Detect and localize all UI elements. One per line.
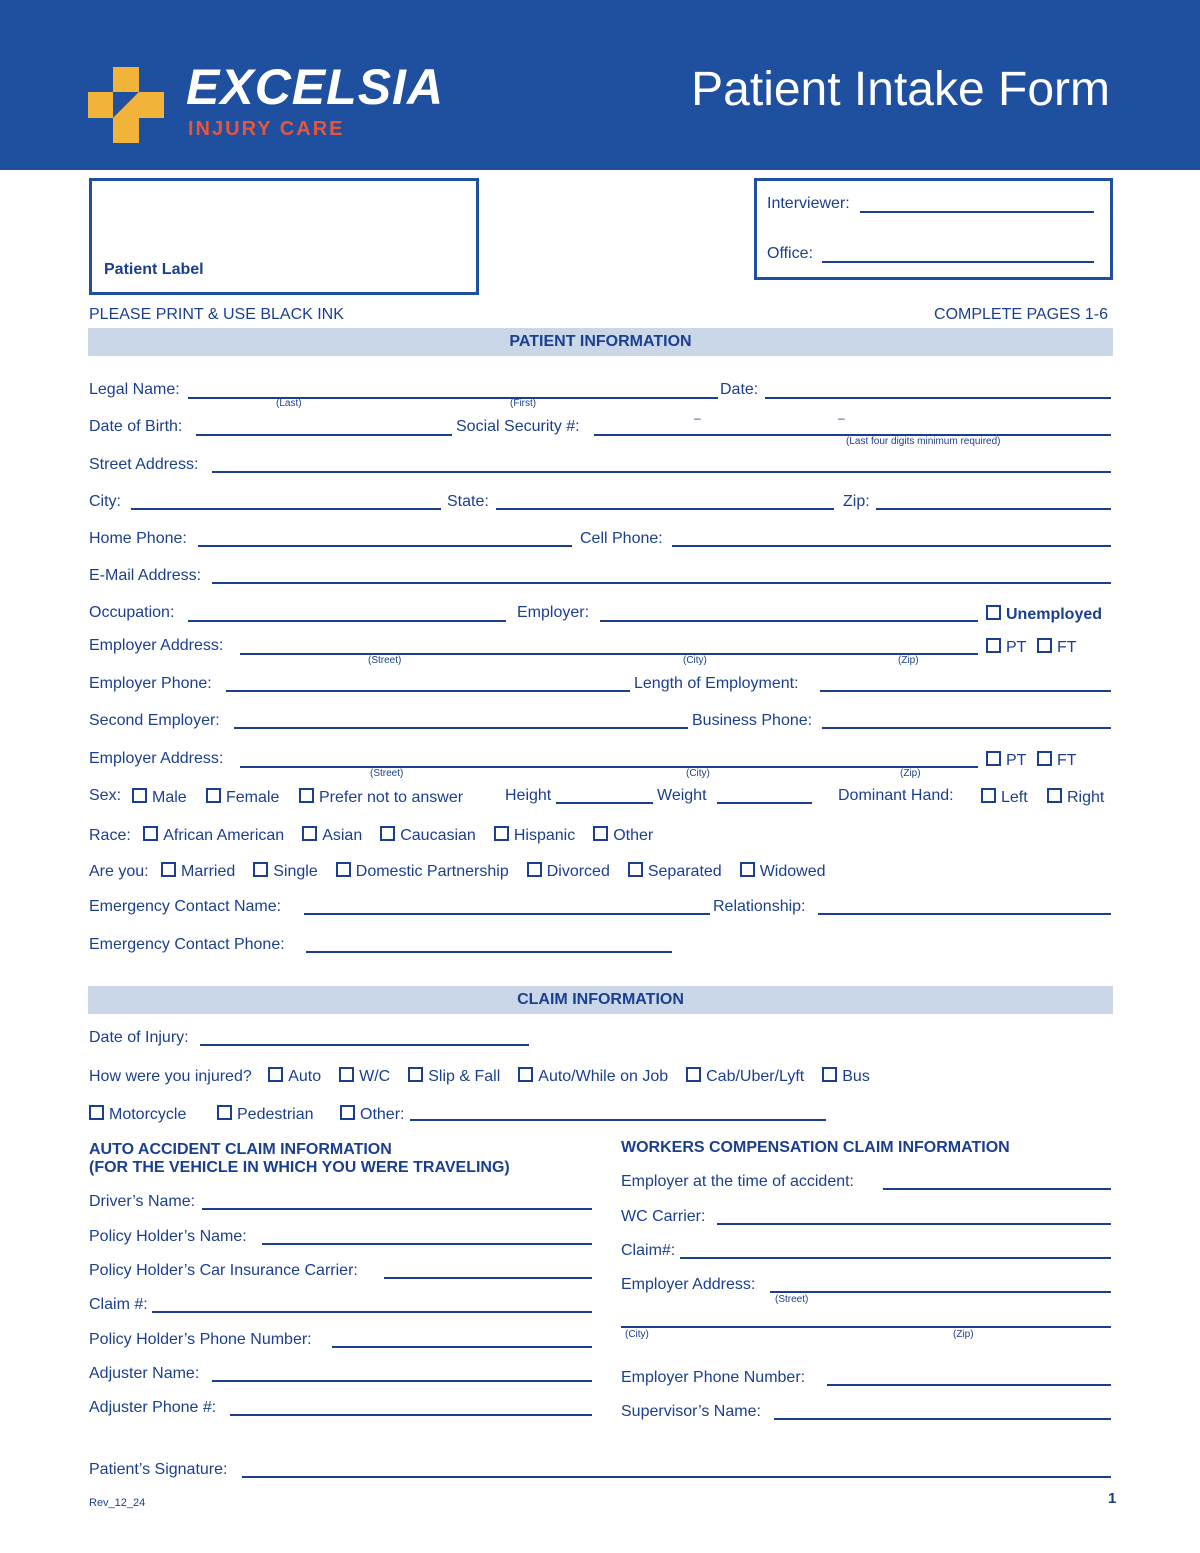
race-option-label: Asian <box>322 827 363 844</box>
wc-employer-address-field[interactable] <box>770 1291 1111 1293</box>
status-option[interactable] <box>336 863 509 880</box>
insurance-carrier-label: Policy Holder’s Car Insurance Carrier: <box>89 1262 358 1279</box>
checkbox-icon <box>981 788 996 803</box>
checkbox-icon <box>986 605 1001 620</box>
zip-hint: (Zip) <box>898 655 919 666</box>
street-address-field[interactable] <box>212 471 1111 473</box>
interviewer-label: Interviewer: <box>767 195 850 212</box>
checkbox-icon <box>268 1067 283 1082</box>
prefer-not-checkbox[interactable] <box>299 788 463 806</box>
city-hint: (City) <box>683 655 707 666</box>
wc-claim-field[interactable] <box>680 1257 1111 1259</box>
date-label: Date: <box>720 381 759 398</box>
unemployed-checkbox[interactable] <box>986 605 1102 623</box>
checkbox-icon <box>986 638 1001 653</box>
zip-hint-2: (Zip) <box>900 768 921 779</box>
injury-option[interactable] <box>408 1068 500 1085</box>
injury-option-label: Auto <box>288 1068 322 1085</box>
race-option[interactable] <box>494 827 575 844</box>
business-phone-label: Business Phone: <box>692 712 813 729</box>
ft-checkbox[interactable] <box>1037 638 1077 656</box>
other-checkbox[interactable] <box>340 1105 404 1123</box>
motorcycle-checkbox[interactable] <box>89 1105 186 1123</box>
patient-label-text: Patient Label <box>104 261 204 278</box>
date-of-injury-field[interactable] <box>200 1044 529 1046</box>
claim-number-label: Claim #: <box>89 1296 148 1313</box>
status-option-label: Separated <box>647 863 722 880</box>
checkbox-icon <box>1047 788 1062 803</box>
interviewer-box <box>754 178 1113 280</box>
home-phone-label: Home Phone: <box>89 530 187 547</box>
height-label: Height <box>505 787 552 804</box>
checkbox-icon <box>143 826 158 841</box>
injury-option[interactable] <box>822 1068 870 1085</box>
employer-address-field[interactable] <box>240 653 978 655</box>
status-option-label: Domestic Partnership <box>355 863 509 880</box>
occupation-field[interactable] <box>188 620 506 622</box>
insurance-carrier-field[interactable] <box>384 1277 592 1279</box>
brand-subtitle: INJURY CARE <box>188 118 345 140</box>
office-field[interactable] <box>822 261 1094 263</box>
injury-option-label: W/C <box>359 1068 391 1085</box>
right-hand-label: Right <box>1067 789 1105 806</box>
patient-information-heading: PATIENT INFORMATION <box>88 328 1113 356</box>
injury-option[interactable] <box>518 1068 668 1085</box>
adjuster-phone-label: Adjuster Phone #: <box>89 1399 217 1416</box>
ssn-hint: (Last four digits minimum required) <box>846 436 1001 447</box>
status-option[interactable] <box>740 863 826 880</box>
occupation-label: Occupation: <box>89 604 175 621</box>
checkbox-icon <box>217 1105 232 1120</box>
injury-option[interactable] <box>268 1068 321 1085</box>
brand-name: EXCELSIA <box>186 59 445 115</box>
injury-option-label: Bus <box>842 1068 870 1085</box>
zip-field[interactable] <box>876 508 1111 510</box>
legal-name-field[interactable] <box>188 397 718 399</box>
date-field[interactable] <box>765 397 1111 399</box>
sex-label: Sex: <box>89 787 122 804</box>
adjuster-name-field[interactable] <box>212 1380 592 1382</box>
employer-address-2-field[interactable] <box>240 766 978 768</box>
relationship-field[interactable] <box>818 913 1111 915</box>
revision-note: Rev_12_24 <box>89 1497 146 1509</box>
checkbox-icon <box>986 751 1001 766</box>
employer-at-time-label: Employer at the time of accident: <box>621 1173 854 1190</box>
employer-phone-field[interactable] <box>226 690 630 692</box>
checkbox-icon <box>380 826 395 841</box>
weight-field[interactable] <box>717 802 812 804</box>
checkbox-icon <box>336 862 351 877</box>
cell-phone-field[interactable] <box>672 545 1111 547</box>
checkbox-icon <box>686 1067 701 1082</box>
ft-label-2: FT <box>1057 752 1077 769</box>
wc-claim-heading: WORKERS COMPENSATION CLAIM INFORMATION <box>621 1139 1010 1156</box>
status-option-label: Married <box>181 863 236 880</box>
race-option-label: Caucasian <box>400 827 476 844</box>
checkbox-icon <box>161 862 176 877</box>
race-option[interactable] <box>302 827 362 844</box>
employer-phone-label: Employer Phone: <box>89 675 212 692</box>
motorcycle-label: Motorcycle <box>109 1106 187 1123</box>
pedestrian-label: Pedestrian <box>237 1106 314 1123</box>
emergency-phone-field[interactable] <box>306 951 672 953</box>
employer-field[interactable] <box>600 620 978 622</box>
claim-information-heading: CLAIM INFORMATION <box>88 986 1113 1014</box>
checkbox-icon <box>628 862 643 877</box>
print-note: PLEASE PRINT & USE BLACK INK <box>89 306 344 323</box>
excelsia-cross-logo-icon <box>86 65 166 145</box>
street-hint: (Street) <box>368 655 402 666</box>
pt-label-2: PT <box>1006 752 1027 769</box>
business-phone-field[interactable] <box>822 727 1111 729</box>
drivers-name-label: Driver’s Name: <box>89 1193 196 1210</box>
status-option-label: Widowed <box>759 863 826 880</box>
female-checkbox[interactable] <box>206 788 279 806</box>
state-field[interactable] <box>496 508 834 510</box>
race-option-label: African American <box>163 827 285 844</box>
ssn-dash-2: – <box>838 411 845 425</box>
race-option[interactable] <box>143 827 284 844</box>
wc-city-zip-field[interactable] <box>621 1326 1111 1328</box>
length-employment-field[interactable] <box>820 690 1111 692</box>
male-checkbox[interactable] <box>132 788 187 806</box>
employer-address-2-label: Employer Address: <box>89 750 224 767</box>
city-label: City: <box>89 493 121 510</box>
checkbox-icon <box>518 1067 533 1082</box>
supervisor-name-label: Supervisor’s Name: <box>621 1403 761 1420</box>
zip-label: Zip: <box>843 493 870 510</box>
city-hint-2: (City) <box>686 768 710 779</box>
checkbox-icon <box>1037 638 1052 653</box>
injury-option-label: Auto/While on Job <box>538 1068 669 1085</box>
checkbox-icon <box>302 826 317 841</box>
checkbox-icon <box>89 1105 104 1120</box>
race-option[interactable] <box>593 827 653 844</box>
signature-label: Patient’s Signature: <box>89 1461 228 1478</box>
injury-option[interactable] <box>686 1068 804 1085</box>
right-hand-checkbox[interactable] <box>1047 788 1104 806</box>
checkbox-icon <box>593 826 608 841</box>
policy-holder-name-field[interactable] <box>262 1243 592 1245</box>
relationship-label: Relationship: <box>713 898 806 915</box>
checkbox-icon <box>206 788 221 803</box>
employer-at-time-field[interactable] <box>883 1188 1111 1190</box>
other-field[interactable] <box>410 1119 826 1121</box>
supervisor-name-field[interactable] <box>774 1418 1111 1420</box>
wc-employer-address-label: Employer Address: <box>621 1276 756 1293</box>
ssn-label: Social Security #: <box>456 418 580 435</box>
status-option[interactable] <box>628 863 722 880</box>
wc-employer-phone-label: Employer Phone Number: <box>621 1369 806 1386</box>
adjuster-name-label: Adjuster Name: <box>89 1365 200 1382</box>
drivers-name-field[interactable] <box>202 1208 592 1210</box>
checkbox-icon <box>132 788 147 803</box>
email-label: E-Mail Address: <box>89 567 202 584</box>
other-label: Other: <box>360 1106 405 1123</box>
emergency-phone-label: Emergency Contact Phone: <box>89 936 285 953</box>
wc-street-hint: (Street) <box>775 1294 809 1305</box>
wc-zip-hint: (Zip) <box>953 1329 974 1340</box>
emergency-name-label: Emergency Contact Name: <box>89 898 282 915</box>
status-option[interactable] <box>527 863 610 880</box>
checkbox-icon <box>740 862 755 877</box>
checkbox-icon <box>1037 751 1052 766</box>
email-field[interactable] <box>212 582 1111 584</box>
dob-label: Date of Birth: <box>89 418 183 435</box>
status-option-label: Divorced <box>546 863 610 880</box>
pedestrian-checkbox[interactable] <box>217 1105 314 1123</box>
policy-holder-phone-field[interactable] <box>332 1346 592 1348</box>
employer-label: Employer: <box>517 604 590 621</box>
interviewer-field[interactable] <box>860 211 1094 213</box>
race-row <box>89 826 671 844</box>
pages-note: COMPLETE PAGES 1-6 <box>934 306 1108 323</box>
pt-checkbox-2[interactable] <box>986 751 1026 769</box>
auto-claim-heading: AUTO ACCIDENT CLAIM INFORMATION <box>89 1141 392 1158</box>
wc-claim-label: Claim#: <box>621 1242 676 1259</box>
wc-city-hint: (City) <box>625 1329 649 1340</box>
ssn-dash-1: – <box>694 411 701 425</box>
injury-option-label: Cab/Uber/Lyft <box>706 1068 805 1085</box>
injury-option[interactable] <box>339 1068 390 1085</box>
checkbox-icon <box>339 1067 354 1082</box>
checkbox-icon <box>527 862 542 877</box>
office-label: Office: <box>767 245 813 262</box>
race-label: Race: <box>89 827 131 844</box>
wc-carrier-label: WC Carrier: <box>621 1208 706 1225</box>
checkbox-icon <box>408 1067 423 1082</box>
prefer-not-label: Prefer not to answer <box>319 789 464 806</box>
last-hint: (Last) <box>276 398 302 409</box>
first-hint: (First) <box>510 398 537 409</box>
date-of-injury-label: Date of Injury: <box>89 1029 189 1046</box>
injury-option-label: Slip & Fall <box>428 1068 501 1085</box>
pt-checkbox[interactable] <box>986 638 1026 656</box>
left-hand-label: Left <box>1001 789 1028 806</box>
ft-label: FT <box>1057 639 1077 656</box>
policy-holder-phone-label: Policy Holder’s Phone Number: <box>89 1331 312 1348</box>
length-employment-label: Length of Employment: <box>634 675 799 692</box>
checkbox-icon <box>253 862 268 877</box>
ft-checkbox-2[interactable] <box>1037 751 1077 769</box>
dob-field[interactable] <box>196 434 452 436</box>
form-title: Patient Intake Form <box>691 63 1110 116</box>
pt-label: PT <box>1006 639 1027 656</box>
policy-holder-name-label: Policy Holder’s Name: <box>89 1228 247 1245</box>
emergency-name-field[interactable] <box>304 913 710 915</box>
left-hand-checkbox[interactable] <box>981 788 1028 806</box>
checkbox-icon <box>494 826 509 841</box>
status-option[interactable] <box>253 863 317 880</box>
city-field[interactable] <box>131 508 441 510</box>
wc-employer-phone-field[interactable] <box>827 1384 1111 1386</box>
checkbox-icon <box>340 1105 355 1120</box>
page-number: 1 <box>1108 1490 1117 1507</box>
dominant-hand-label: Dominant Hand: <box>838 787 954 804</box>
wc-carrier-field[interactable] <box>717 1223 1111 1225</box>
second-employer-field[interactable] <box>234 727 688 729</box>
unemployed-label: Unemployed <box>1006 606 1103 623</box>
checkbox-icon <box>822 1067 837 1082</box>
checkbox-icon <box>299 788 314 803</box>
injury-type-row <box>89 1067 888 1085</box>
how-injured-label: How were you injured? <box>89 1068 252 1085</box>
claim-number-field[interactable] <box>152 1311 592 1313</box>
marital-status-row <box>89 862 844 880</box>
weight-label: Weight <box>657 787 707 804</box>
signature-field[interactable] <box>242 1476 1111 1478</box>
state-label: State: <box>447 493 489 510</box>
home-phone-field[interactable] <box>198 545 572 547</box>
race-option[interactable] <box>380 827 476 844</box>
status-option-label: Single <box>273 863 318 880</box>
employer-address-label: Employer Address: <box>89 637 224 654</box>
legal-name-label: Legal Name: <box>89 381 180 398</box>
street-hint-2: (Street) <box>370 768 404 779</box>
auto-claim-subheading: (FOR THE VEHICLE IN WHICH YOU WERE TRAVELING) <box>89 1159 510 1176</box>
are-you-label: Are you: <box>89 863 149 880</box>
status-option[interactable] <box>161 863 235 880</box>
cell-phone-label: Cell Phone: <box>580 530 663 547</box>
race-option-label: Other <box>613 827 654 844</box>
race-option-label: Hispanic <box>513 827 576 844</box>
street-address-label: Street Address: <box>89 456 199 473</box>
male-label: Male <box>152 789 187 806</box>
adjuster-phone-field[interactable] <box>230 1414 592 1416</box>
female-label: Female <box>226 789 280 806</box>
second-employer-label: Second Employer: <box>89 712 220 729</box>
height-field[interactable] <box>556 802 653 804</box>
